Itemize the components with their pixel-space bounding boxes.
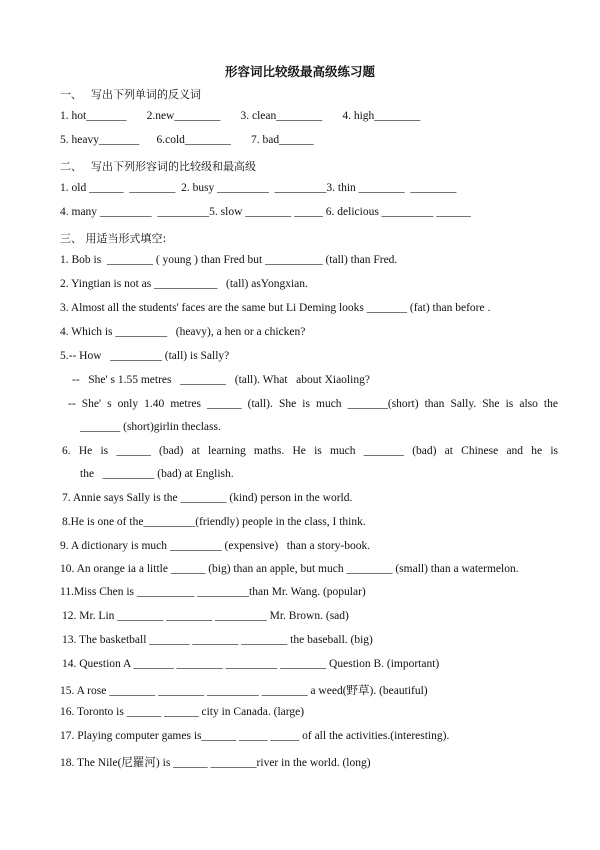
worksheet-title: 形容词比较级最高级练习题 bbox=[224, 64, 375, 79]
antonym-line-1: 1. hot_______ 2.new________ 3. clean________ 4. high________ bbox=[60, 110, 421, 122]
exercise-11: 11.Miss Chen is __________ _________than Mr. Wang. (popular) bbox=[60, 586, 366, 598]
antonym-line-2: 5. heavy_______ 6.cold________ 7. bad______ bbox=[60, 134, 314, 146]
exercise-5-dialog-2: -- She' s only 1.40 metres ______ (tall). She is much _______(short) than Sally. She is also the bbox=[68, 398, 558, 410]
exercise-3: 3. Almost all the students' faces are the same but Li Deming looks _______ (fat) than before . bbox=[60, 302, 491, 314]
comparative-line-1: 1. old ______ ________ 2. busy _________ _________3. thin ________ ________ bbox=[60, 182, 457, 194]
exercise-18: 18. The Nile(尼羅河) is ______ ________river in the world. (long) bbox=[60, 757, 371, 769]
exercise-4: 4. Which is _________ (heavy), a hen or a chicken? bbox=[60, 326, 306, 338]
exercise-8: 8.He is one of the_________(friendly) people in the class, I think. bbox=[62, 516, 366, 528]
exercise-5-dialog-2-cont: _______ (short)girlin theclass. bbox=[80, 421, 221, 433]
exercise-17: 17. Playing computer games is______ _____ _____ of all the activities.(interesting). bbox=[60, 730, 450, 742]
exercise-2: 2. Yingtian is not as ___________ (tall) asYongxian. bbox=[60, 278, 308, 290]
exercise-5: 5.-- How _________ (tall) is Sally? bbox=[60, 350, 230, 362]
section-2-heading: 二、 写出下列形容词的比较级和最高级 bbox=[60, 160, 256, 173]
exercise-12: 12. Mr. Lin ________ ________ _________ Mr. Brown. (sad) bbox=[62, 610, 349, 622]
exercise-7: 7. Annie says Sally is the ________ (kind) person in the world. bbox=[62, 492, 353, 504]
section-3-heading: 三、 用适当形式填空: bbox=[60, 232, 167, 245]
comparative-line-2: 4. many _________ _________5. slow ________ _____ 6. delicious _________ ______ bbox=[60, 206, 471, 218]
exercise-1: 1. Bob is ________ ( young ) than Fred but __________ (tall) than Fred. bbox=[60, 254, 398, 266]
exercise-13: 13. The basketball _______ ________ ________ the baseball. (big) bbox=[62, 634, 373, 646]
exercise-9: 9. A dictionary is much _________ (expensive) than a story-book. bbox=[60, 540, 371, 552]
exercise-15: 15. A rose ________ ________ _________ ________ a weed(野草). (beautiful) bbox=[60, 685, 428, 697]
exercise-6: 6. He is ______ (bad) at learning maths. He is much _______ (bad) at Chinese and he is bbox=[62, 445, 558, 457]
exercise-16: 16. Toronto is ______ ______ city in Canada. (large) bbox=[60, 706, 305, 718]
exercise-10: 10. An orange ia a little ______ (big) than an apple, but much ________ (small) than a watermelon. bbox=[60, 563, 519, 575]
section-1-heading: 一、 写出下列单词的反义词 bbox=[60, 88, 201, 101]
exercise-6-cont: the _________ (bad) at English. bbox=[80, 468, 234, 480]
exercise-5-dialog-1: -- She' s 1.55 metres ________ (tall). What about Xiaoling? bbox=[72, 374, 370, 386]
exercise-14: 14. Question A _______ ________ _________ ________ Question B. (important) bbox=[62, 658, 440, 670]
